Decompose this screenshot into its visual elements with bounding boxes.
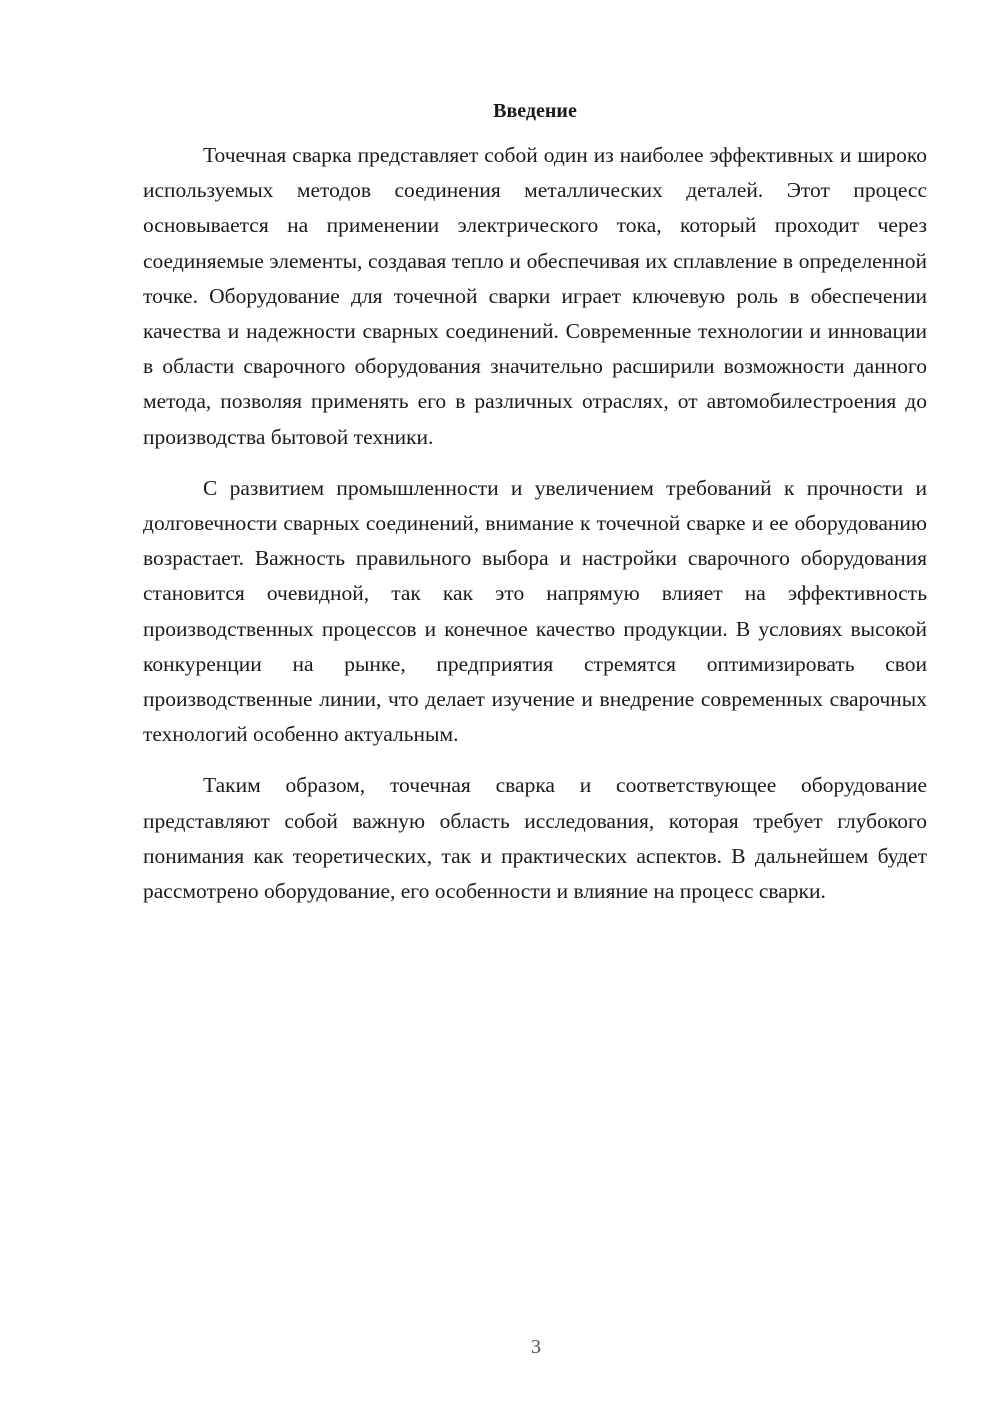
paragraph-3: Таким образом, точечная сварка и соответствующее оборудование представляют собой важную область исследования, которая требует глубокого понимания как теоретических, так и практических аспектов. В дальнейшем будет рассмотрено оборудование, его особенности и влияние на процесс сварки.: [143, 773, 927, 904]
section-heading: Введение: [493, 100, 577, 122]
page-number: 3: [531, 1336, 541, 1358]
page-content: [143, 96, 927, 925]
paragraph-2: С развитием промышленности и увеличением требований к прочности и долговечности сварных соединений, внимание к точечной сварке и ее оборудованию возрастает. Важность правильного выбора и настройки сварочного оборудования становится очевидной, так как это напрямую влияет на эффективность производственных процессов и конечное качество продукции. В условиях высокой конкуренции на рынке, предприятия стремятся оптимизировать свои производственные линии, что делает изучение и внедрение современных сварочных технологий особенно актуальным.: [143, 475, 927, 747]
paragraph-1: Точечная сварка представляет собой один из наиболее эффективных и широко используемых методов соединения металлических деталей. Этот процесс основывается на применении электрического тока, который проходит через соединяемые элементы, создавая тепло и обеспечивая их сплавление в определенной точке. Оборудование для точечной сварки играет ключевую роль в обеспечении качества и надежности сварных соединений. Современные технологии и инновации в области сварочного оборудования значительно расширили возможности данного метода, позволяя применять его в различных отраслях, от автомобилестроения до производства бытовой техники.: [143, 143, 927, 449]
